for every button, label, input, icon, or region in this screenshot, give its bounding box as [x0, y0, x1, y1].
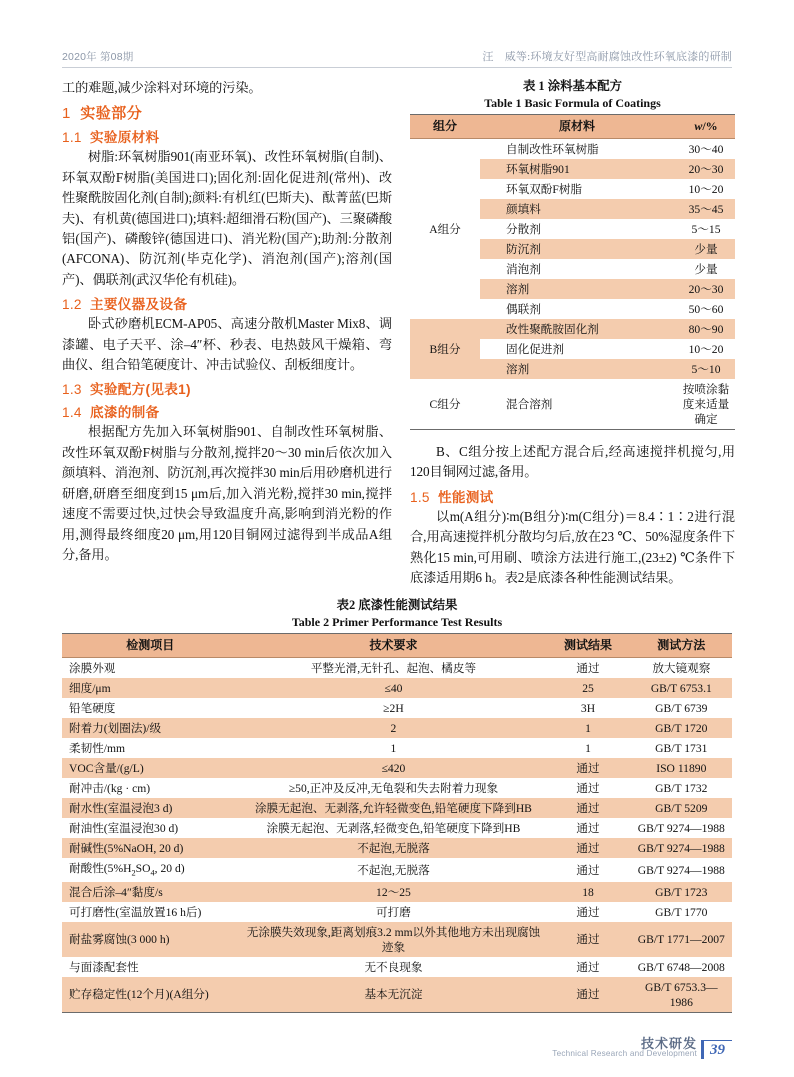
table2-cell-result: 25 [545, 678, 630, 698]
table2-cell-item: 可打磨性(室温放置16 h后) [62, 902, 242, 922]
paragraph-1-5: 以m(A组分)∶m(B组分)∶m(C组分)＝8.4∶1∶2进行混合,用高速搅拌机分散均匀后,放在23 ℃、50%湿度条件下熟化15 min,可用刷、喷涂方法进行施工,(23±2) ℃条件下底漆适用期6 h。表2是底漆各种性能测试结果。 [410, 508, 735, 586]
paragraph-1-1: 树脂:环氧树脂901(南亚环氧)、改性环氧树脂(自制)、环氧双酚F树脂(美国进口);固化剂:固化促进剂(常州)、改性聚酰胺固化剂(自制);颜料:有机红(巴斯夫)、酞菁蓝(巴斯夫)、有机黄(德国进口);填料:超细滑石粉(国产)、三聚磷酸铝(国产)、磷酸锌(德国进口)、消光粉(国产);助剂:分散剂(AFCONA)、防沉剂(毕克化学)、消泡剂(国产);溶剂(国产)、偶联剂(武汉华伦有机硅)。 [62, 149, 392, 287]
table2-cell-requirement: ≤420 [242, 758, 546, 778]
table1-cell-group: A组分 [429, 222, 461, 236]
subsection-title-1-1: 实验原材料 [89, 130, 160, 146]
table1-cell-w: 50～60 [677, 299, 735, 319]
table1-cell-material: 消泡剂 [480, 259, 677, 279]
subsection-heading-1-5 [410, 486, 735, 506]
table2-cell-item: 耐酸性($5\%H_2SO_4$, 20 d) [62, 858, 242, 882]
table2-cell-method: 放大镜观察 [631, 658, 732, 679]
table1-col-header-group: 组分 [410, 115, 480, 139]
footer-label-en: Technical Research and Development [552, 1049, 697, 1059]
subsection-title-1-2: 主要仪器及设备 [89, 297, 188, 313]
table2-cell-result: 3H [545, 698, 630, 718]
left-column [62, 78, 392, 565]
table2-body [62, 658, 732, 1013]
table2-cell-requirement: 无涂膜失效现象,距离划痕3.2 mm以外其他地方未出现腐蚀迹象 [242, 922, 546, 957]
table2-cell-requirement: 涂膜无起泡、无剥落,允许轻微变色,铅笔硬度下降到HB [242, 798, 546, 818]
subsection-heading-1-3 [62, 378, 392, 398]
subsection-number-1-5: 1.5 [410, 489, 430, 505]
running-head-article-title: 环境友好型高耐腐蚀改性环氧底漆的研制 [530, 51, 732, 63]
table2-col-header-result: 测试结果 [545, 634, 630, 658]
table2-cell-result: 通过 [545, 922, 630, 957]
table2-cell-item: 耐水性(室温浸泡3 d) [62, 798, 242, 818]
table1-cell-material: 自制改性环氧树脂 [480, 139, 677, 160]
subsection-number-1-3: 1.3 [62, 382, 82, 398]
table2-cell-item: VOC含量/(g/L) [62, 758, 242, 778]
table2-cell-method: GB/T 1771—2007 [631, 922, 732, 957]
table2-head [62, 634, 732, 658]
table1-cell-w: 少量 [677, 259, 735, 279]
table2-cell-requirement: ≤40 [242, 678, 546, 698]
table1-cell-w: 30～40 [677, 139, 735, 160]
table1-cell-group: C组分 [410, 379, 480, 430]
table2-cell-method: GB/T 6748—2008 [631, 957, 732, 977]
table2-cell-item: 混合后涂–4″黏度/s [62, 882, 242, 902]
running-head-issue: 2020年 第08期 [62, 51, 134, 63]
table2-row [62, 902, 732, 922]
table2-cell-item: 涂膜外观 [62, 658, 242, 679]
table1-head [410, 115, 735, 139]
page-number: 39 [701, 1040, 732, 1060]
running-head-author: 汪 威等: [482, 51, 531, 63]
table1-cell-w: 5～15 [677, 219, 735, 239]
subsection-title-1-5: 性能测试 [437, 489, 494, 505]
table-primer-performance [62, 633, 732, 1013]
table2-cell-item: 耐油性(室温浸泡30 d) [62, 818, 242, 838]
table2-row [62, 678, 732, 698]
table2-cell-item: 与面漆配套性 [62, 957, 242, 977]
table2-cell-method: GB/T 1720 [631, 718, 732, 738]
table2-cell-method: GB/T 1732 [631, 778, 732, 798]
table2-row [62, 922, 732, 957]
table2-row [62, 977, 732, 1013]
table2-cell-requirement: 1 [242, 738, 546, 758]
subsection-heading-1-2 [62, 293, 392, 313]
table2-cell-item: 附着力(划圈法)/级 [62, 718, 242, 738]
section-heading-1 [62, 102, 392, 123]
table2-cell-result: 通过 [545, 658, 630, 679]
table2-caption-cn: 表2 底漆性能测试结果 [336, 598, 458, 612]
table1-row [410, 379, 735, 430]
table2-cell-requirement: 无不良现象 [242, 957, 546, 977]
section-title-1: 实验部分 [80, 105, 143, 123]
table1-cell-w: 少量 [677, 239, 735, 259]
table2-col-header-item: 检测项目 [62, 634, 242, 658]
table2-cell-result: 通过 [545, 858, 630, 882]
table2-cell-method: GB/T 1731 [631, 738, 732, 758]
table2-cell-result: 1 [545, 738, 630, 758]
table2-row [62, 658, 732, 679]
table2-row [62, 838, 732, 858]
table2-cell-result: 通过 [545, 957, 630, 977]
lead-paragraph: 工的难题,减少涂料对环境的污染。 [62, 80, 262, 95]
table1-cell-material: 固化促进剂 [480, 339, 677, 359]
table2-cell-method: GB/T 5209 [631, 798, 732, 818]
subsection-number-1-4: 1.4 [62, 405, 82, 421]
table1-cell-w: 20～30 [677, 159, 735, 179]
table2-cell-requirement: 平整光滑,无针孔、起泡、橘皮等 [242, 658, 546, 679]
table1-body [410, 139, 735, 430]
table1-cell-material: 分散剂 [480, 219, 677, 239]
table2-row [62, 858, 732, 882]
table1-cell-material: 环氧树脂901 [480, 159, 677, 179]
table2-row [62, 882, 732, 902]
table2-cell-requirement: 2 [242, 718, 546, 738]
table2-cell-method: ISO 11890 [631, 758, 732, 778]
table1-caption-en: Table 1 Basic Formula of Coatings [484, 96, 661, 110]
table1-cell-w: 80～90 [677, 319, 735, 339]
subsection-heading-1-4 [62, 401, 392, 421]
table2-cell-item: 铅笔硬度 [62, 698, 242, 718]
table2-cell-result: 通过 [545, 758, 630, 778]
table1-cell-material: 防沉剂 [480, 239, 677, 259]
table2-cell-method: GB/T 1723 [631, 882, 732, 902]
table2-cell-result: 通过 [545, 838, 630, 858]
table2-cell-result: 通过 [545, 798, 630, 818]
table2-container [62, 597, 732, 1013]
table2-col-header-requirement: 技术要求 [242, 634, 546, 658]
table1-cell-group: B组分 [429, 342, 461, 356]
subsection-number-1-1: 1.1 [62, 130, 82, 146]
table2-row [62, 798, 732, 818]
table1-cell-material: 溶剂 [480, 359, 677, 379]
table1-cell-material: 溶剂 [480, 279, 677, 299]
table2-cell-method: GB/T 6739 [631, 698, 732, 718]
section-number-1: 1 [62, 105, 71, 123]
table2-cell-result: 通过 [545, 778, 630, 798]
table1-cell-w: 按喷涂黏度来适量确定 [677, 379, 735, 430]
table2-cell-requirement: 12～25 [242, 882, 546, 902]
table1-cell-material: 颜填料 [480, 199, 677, 219]
table2-cell-item: 细度/μm [62, 678, 242, 698]
table1-cell-w: 5～10 [677, 359, 735, 379]
table2-row [62, 818, 732, 838]
table2-row [62, 957, 732, 977]
table2-col-header-method: 测试方法 [631, 634, 732, 658]
paragraph-1-2: 卧式砂磨机ECM-AP05、高速分散机Master Mix8、调漆罐、电子天平、涂–4″杯、秒表、电热鼓风干燥箱、弯曲仪、组合铅笔硬度计、冲击试验仪、刮板细度计。 [62, 316, 392, 373]
table2-cell-item: 柔韧性/mm [62, 738, 242, 758]
table-basic-formula [410, 114, 735, 430]
table2-cell-method: GB/T 9274—1988 [631, 858, 732, 882]
table2-row [62, 718, 732, 738]
table2-cell-result: 18 [545, 882, 630, 902]
table1-cell-material: 环氧双酚F树脂 [480, 179, 677, 199]
table2-cell-result: 通过 [545, 902, 630, 922]
table2-cell-item: 耐盐雾腐蚀(3 000 h) [62, 922, 242, 957]
table1-header-row [410, 115, 735, 139]
paragraph-1-4: 根据配方先加入环氧树脂901、自制改性环氧树脂、改性环氧双酚F树脂与分散剂,搅拌20～30 min后依次加入颜填料、消泡剂、防沉剂,再次搅拌30 min后用砂磨机进行研磨,研磨至细度到15 μm后,加入消光粉,搅拌30 min,搅拌速度不需要过快,过快会导致温度升高,影响到消光粉的作用,测得最终细度20 μm,用120目铜网过滤得到半成品A组分,备用。 [62, 424, 392, 562]
table2-header-row [62, 634, 732, 658]
table2-cell-method: GB/T 6753.1 [631, 678, 732, 698]
table2-row [62, 758, 732, 778]
table1-cell-w: 35～45 [677, 199, 735, 219]
table1-row [410, 319, 735, 339]
footer-label-cn: 技术研发 [640, 1035, 697, 1051]
table2-cell-method: GB/T 6753.3—1986 [631, 977, 732, 1013]
running-head-title [482, 48, 732, 64]
table1-caption-cn: 表 1 涂料基本配方 [522, 79, 623, 93]
subsection-heading-1-1 [62, 126, 392, 146]
table2-cell-method: GB/T 1770 [631, 902, 732, 922]
table2-cell-method: GB/T 9274—1988 [631, 818, 732, 838]
table2-row [62, 698, 732, 718]
table2-row [62, 738, 732, 758]
table1-cell-material: 改性聚酰胺固化剂 [480, 319, 677, 339]
table2-cell-requirement: 可打磨 [242, 902, 546, 922]
table2-cell-requirement: 不起泡,无脱落 [242, 838, 546, 858]
subsection-number-1-2: 1.2 [62, 297, 82, 313]
table1-col-header-w: w/% [677, 115, 735, 139]
page-footer [552, 1017, 732, 1059]
table1-cell-material: 偶联剂 [480, 299, 677, 319]
table1-col-header-material: 原材料 [480, 115, 677, 139]
table2-cell-requirement: 基本无沉淀 [242, 977, 546, 1013]
table2-cell-requirement: ≥50,正冲及反冲,无龟裂和失去附着力现象 [242, 778, 546, 798]
table2-cell-result: 1 [545, 718, 630, 738]
right-column [410, 78, 735, 588]
footer-section-label [552, 1037, 697, 1059]
table2-cell-item: 耐碱性(5%NaOH, 20 d) [62, 838, 242, 858]
running-head [62, 44, 732, 68]
table1-cell-w: 10～20 [677, 179, 735, 199]
subsection-title-1-3: 实验配方(见表1) [89, 382, 191, 398]
table2-cell-requirement: 不起泡,无脱落 [242, 858, 546, 882]
table2-caption-en: Table 2 Primer Performance Test Results [291, 615, 503, 629]
table2-cell-method: GB/T 9274—1988 [631, 838, 732, 858]
table1-cell-w: 20～30 [677, 279, 735, 299]
subsection-title-1-4: 底漆的制备 [89, 405, 160, 421]
table2-cell-item: 贮存稳定性(12个月)(A组分) [62, 977, 242, 1013]
table2-cell-item: 耐冲击/(kg · cm) [62, 778, 242, 798]
table2-cell-requirement: ≥2H [242, 698, 546, 718]
paragraph-after-table1: B、C组分按上述配方混合后,经高速搅拌机搅匀,用120目铜网过滤,备用。 [410, 444, 735, 480]
table2-cell-requirement: 涂膜无起泡、无剥落,轻微变色,铅笔硬度下降到HB [242, 818, 546, 838]
table2-row [62, 778, 732, 798]
table2-cell-result: 通过 [545, 977, 630, 1013]
table1-row [410, 139, 735, 160]
table1-cell-w: 10～20 [677, 339, 735, 359]
table2-cell-result: 通过 [545, 818, 630, 838]
table1-cell-material: 混合溶剂 [480, 379, 677, 430]
